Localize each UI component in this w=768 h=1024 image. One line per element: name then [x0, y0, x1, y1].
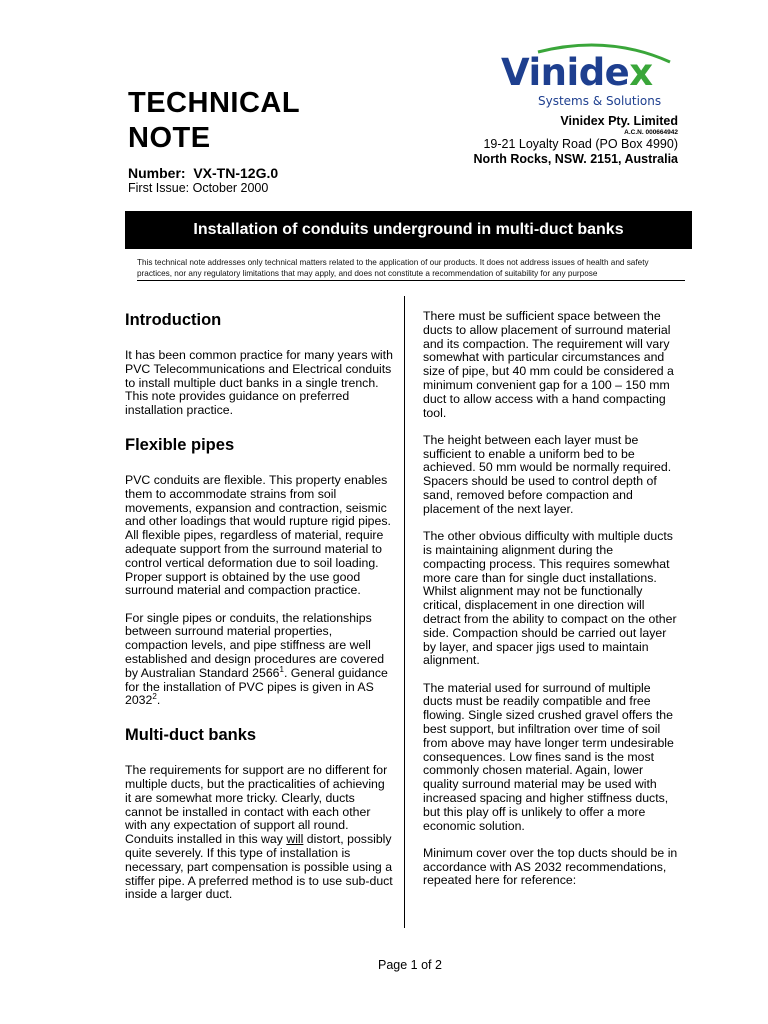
- right-column: [423, 310, 678, 902]
- disclaimer-line-1: This technical note addresses only technical matters related to the application of our products. It does not address issues of health and safety: [137, 258, 649, 267]
- right-paragraph-4: The material used for surround of multiple ducts must be readily compatible and free flowing. Single sized crushed gravel offers the best support, but infiltration over time of soil from above may have longer term undesirable consequences. Low fines sand is the most commonly chosen material. Again, lower quality surround material may be used with increased spacing and higher stiffness ducts, but this play off is unlikely to offer a more economic solution.: [423, 680, 674, 833]
- title-line-1: TECHNICAL: [128, 87, 301, 119]
- multi-duct-banks-paragraph: [125, 764, 393, 902]
- company-name: Vinidex Pty. Limited: [560, 114, 678, 128]
- title-banner: Installation of conduits underground in multi-duct banks: [125, 211, 692, 249]
- introduction-heading: Introduction: [125, 311, 222, 329]
- company-address-line2: North Rocks, NSW. 2151, Australia: [473, 152, 678, 166]
- company-address-line1: 19-21 Loyalty Road (PO Box 4990): [483, 137, 678, 151]
- introduction-paragraph: It has been common practice for many years with PVC Telecommunications and Electrical conduits to install multiple duct banks in a single trench. This note provides guidance on preferred installation practice.: [125, 348, 393, 418]
- multi-p1-text-b: distort, possibly quite severely. If this type of installation is necessary, part compensation is possible using a stiffer pipe. A preferred method is to use sub-duct inside a larger duct.: [125, 832, 393, 902]
- right-paragraph-1: There must be sufficient space between the ducts to allow placement of surround material and its compaction. The requirement will vary somewhat with particular circumstances and size of pipe, but 40 mm could be considered a minimum convenient gap for a 100 – 150 mm duct to allow access with a hand compacting tool.: [423, 309, 674, 420]
- company-acn: A.C.N. 000664942: [624, 129, 678, 136]
- company-address-block: [418, 114, 678, 167]
- left-column: [125, 310, 393, 916]
- disclaimer: [137, 257, 692, 279]
- vinidex-logo: [498, 40, 680, 110]
- footnote-ref-2: 2: [152, 692, 157, 702]
- disclaimer-line-2: practices, nor any regulatory limitations that may apply, and does not constitute a recommendation of suitability for any purpose: [137, 269, 598, 278]
- flexible-pipes-paragraph-1: PVC conduits are flexible. This property enables them to accommodate strains from soil movements, expansion and contraction, seismic and other loadings that would rupture rigid pipes. All flexible pipes, regardless of material, require adequate support from the surround material to control vertical deformation due to soil loading. Proper support is obtained by the use good surround material and compaction practice.: [125, 472, 391, 598]
- title-line-2: NOTE: [128, 122, 211, 154]
- multi-p1-text-a: The requirements for support are no different for multiple ducts, but the practicalities of achieving it are somewhat more tricky. Clearly, ducts cannot be installed in contact with each other with any expectation of support all round. Conduits installed in this way: [125, 763, 388, 847]
- footnote-ref-1: 1: [279, 664, 284, 674]
- number-label: Number:: [128, 165, 186, 181]
- page-number: Page 1 of 2: [378, 958, 442, 972]
- multi-duct-banks-heading: Multi-duct banks: [125, 726, 257, 745]
- first-issue: First Issue: October 2000: [128, 181, 269, 195]
- logo-brand-text: Vinidex: [501, 51, 653, 94]
- logo-tagline: Systems & Solutions: [538, 94, 662, 108]
- number-value: VX-TN-12G.0: [193, 165, 279, 181]
- document-number: [128, 165, 278, 181]
- right-paragraph-2: The height between each layer must be sufficient to enable a uniform bed to be achieved. 50 mm would be normally required. Spacers should be used to control depth of sand, removed before compaction and placement of the next layer.: [423, 432, 672, 516]
- logo-graphic: [498, 40, 680, 110]
- flexible-pipes-paragraph-2: [125, 612, 393, 709]
- flex-p2-text-b: . General guidance for the installation of PVC pipes is given in AS 2032: [125, 665, 388, 708]
- right-paragraph-5: Minimum cover over the top ducts should be in accordance with AS 2032 recommendations, repeated here for reference:: [423, 845, 678, 888]
- disclaimer-rule: [137, 280, 685, 281]
- multi-p1-emphasis-will: will: [286, 832, 304, 847]
- document-type-title: [128, 86, 300, 156]
- flex-p2-text-c: .: [156, 693, 161, 708]
- flex-p2-text-a: For single pipes or conduits, the relationships between surround material properties, compaction levels, and pipe stiffness are well established and design procedures are covered by Australian Standard 2566: [125, 610, 385, 680]
- column-divider: [404, 296, 405, 928]
- right-paragraph-3: The other obvious difficulty with multiple ducts is maintaining alignment during the compacting process. This requires somewhat more care than for single duct installations. Whilst alignment may not be functionally critical, displacement in one direction will detract from the ability to compact on the other side. Compaction should be carried out layer by layer, and spacer jigs used to maintain alignment.: [423, 529, 677, 668]
- flexible-pipes-heading: Flexible pipes: [125, 435, 235, 454]
